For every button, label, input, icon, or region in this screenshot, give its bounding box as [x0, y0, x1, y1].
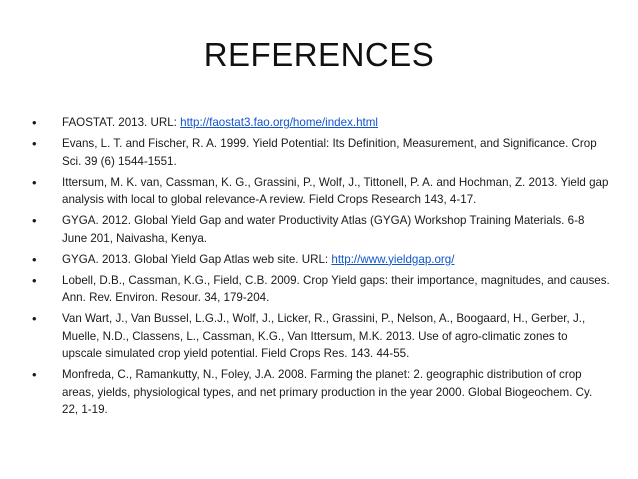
reference-link[interactable]: http://www.yieldgap.org/ — [331, 252, 455, 266]
reference-item — [30, 114, 610, 132]
reference-item — [30, 272, 610, 307]
reference-item — [30, 310, 610, 363]
bullet-icon: • — [32, 136, 37, 151]
slide-title: REFERENCES — [203, 36, 435, 73]
bullet-icon: • — [32, 367, 37, 382]
reference-item — [30, 174, 610, 209]
reference-text: Van Wart, J., Van Bussel, L.G.J., Wolf, J., Licker, R., Grassini, P., Nelson, A., Boogaard, H., Gerber, J., Muelle, N.D., Classens, L., Cassman, K.G., Van Ittersum, M.K. 2013. Use of agro-climatic zones to upscale simulated crop yield potential. Field Crops Res. 143. 44-55. — [62, 312, 586, 360]
bullet-icon: • — [32, 213, 37, 228]
reference-list — [30, 114, 610, 422]
reference-text: Ittersum, M. K. van, Cassman, K. G., Grassini, P., Wolf, J., Tittonell, P. A. and Hochman, Z. 2013. Yield gap analysis with local to global relevance-A review. Field Crops Research 143, 4-17. — [62, 175, 609, 206]
reference-link[interactable]: http://faostat3.fao.org/home/index.html — [180, 116, 378, 129]
reference-item — [30, 366, 610, 419]
reference-item — [30, 251, 610, 269]
reference-item — [30, 135, 610, 170]
bullet-icon: • — [32, 272, 37, 288]
reference-text: GYGA. 2012. Global Yield Gap and water Productivity Atlas (GYGA) Workshop Training Materials. 6-8 June 201, Naivasha, Kenya. — [62, 214, 585, 245]
bullet-icon: • — [32, 251, 37, 267]
reference-item — [30, 212, 610, 247]
reference-text: Lobell, D.B., Cassman, K.G., Field, C.B. 2009. Crop Yield gaps: their importance, magnitudes, and causes. Ann. Rev. Environ. Resour. 34, 179-204. — [62, 273, 610, 304]
bullet-icon: • — [32, 115, 37, 130]
reference-text: FAOSTAT. 2013. URL: — [62, 116, 181, 129]
reference-text: GYGA. 2013. Global Yield Gap Atlas web site. URL: — [62, 252, 332, 266]
reference-text: Evans, L. T. and Fischer, R. A. 1999. Yield Potential: Its Definition, Measurement, and Significance. Crop Sci. 39 (6) 1544-1551. — [62, 137, 597, 168]
bullet-icon: • — [32, 174, 37, 190]
reference-text: Monfreda, C., Ramankutty, N., Foley, J.A. 2008. Farming the planet: 2. geographic distribution of crop areas, yields, physiological types, and net primary production in the year 2000. Global Biogeochem. Cy. 22, 1-19. — [62, 368, 593, 416]
bullet-icon: • — [32, 311, 37, 326]
